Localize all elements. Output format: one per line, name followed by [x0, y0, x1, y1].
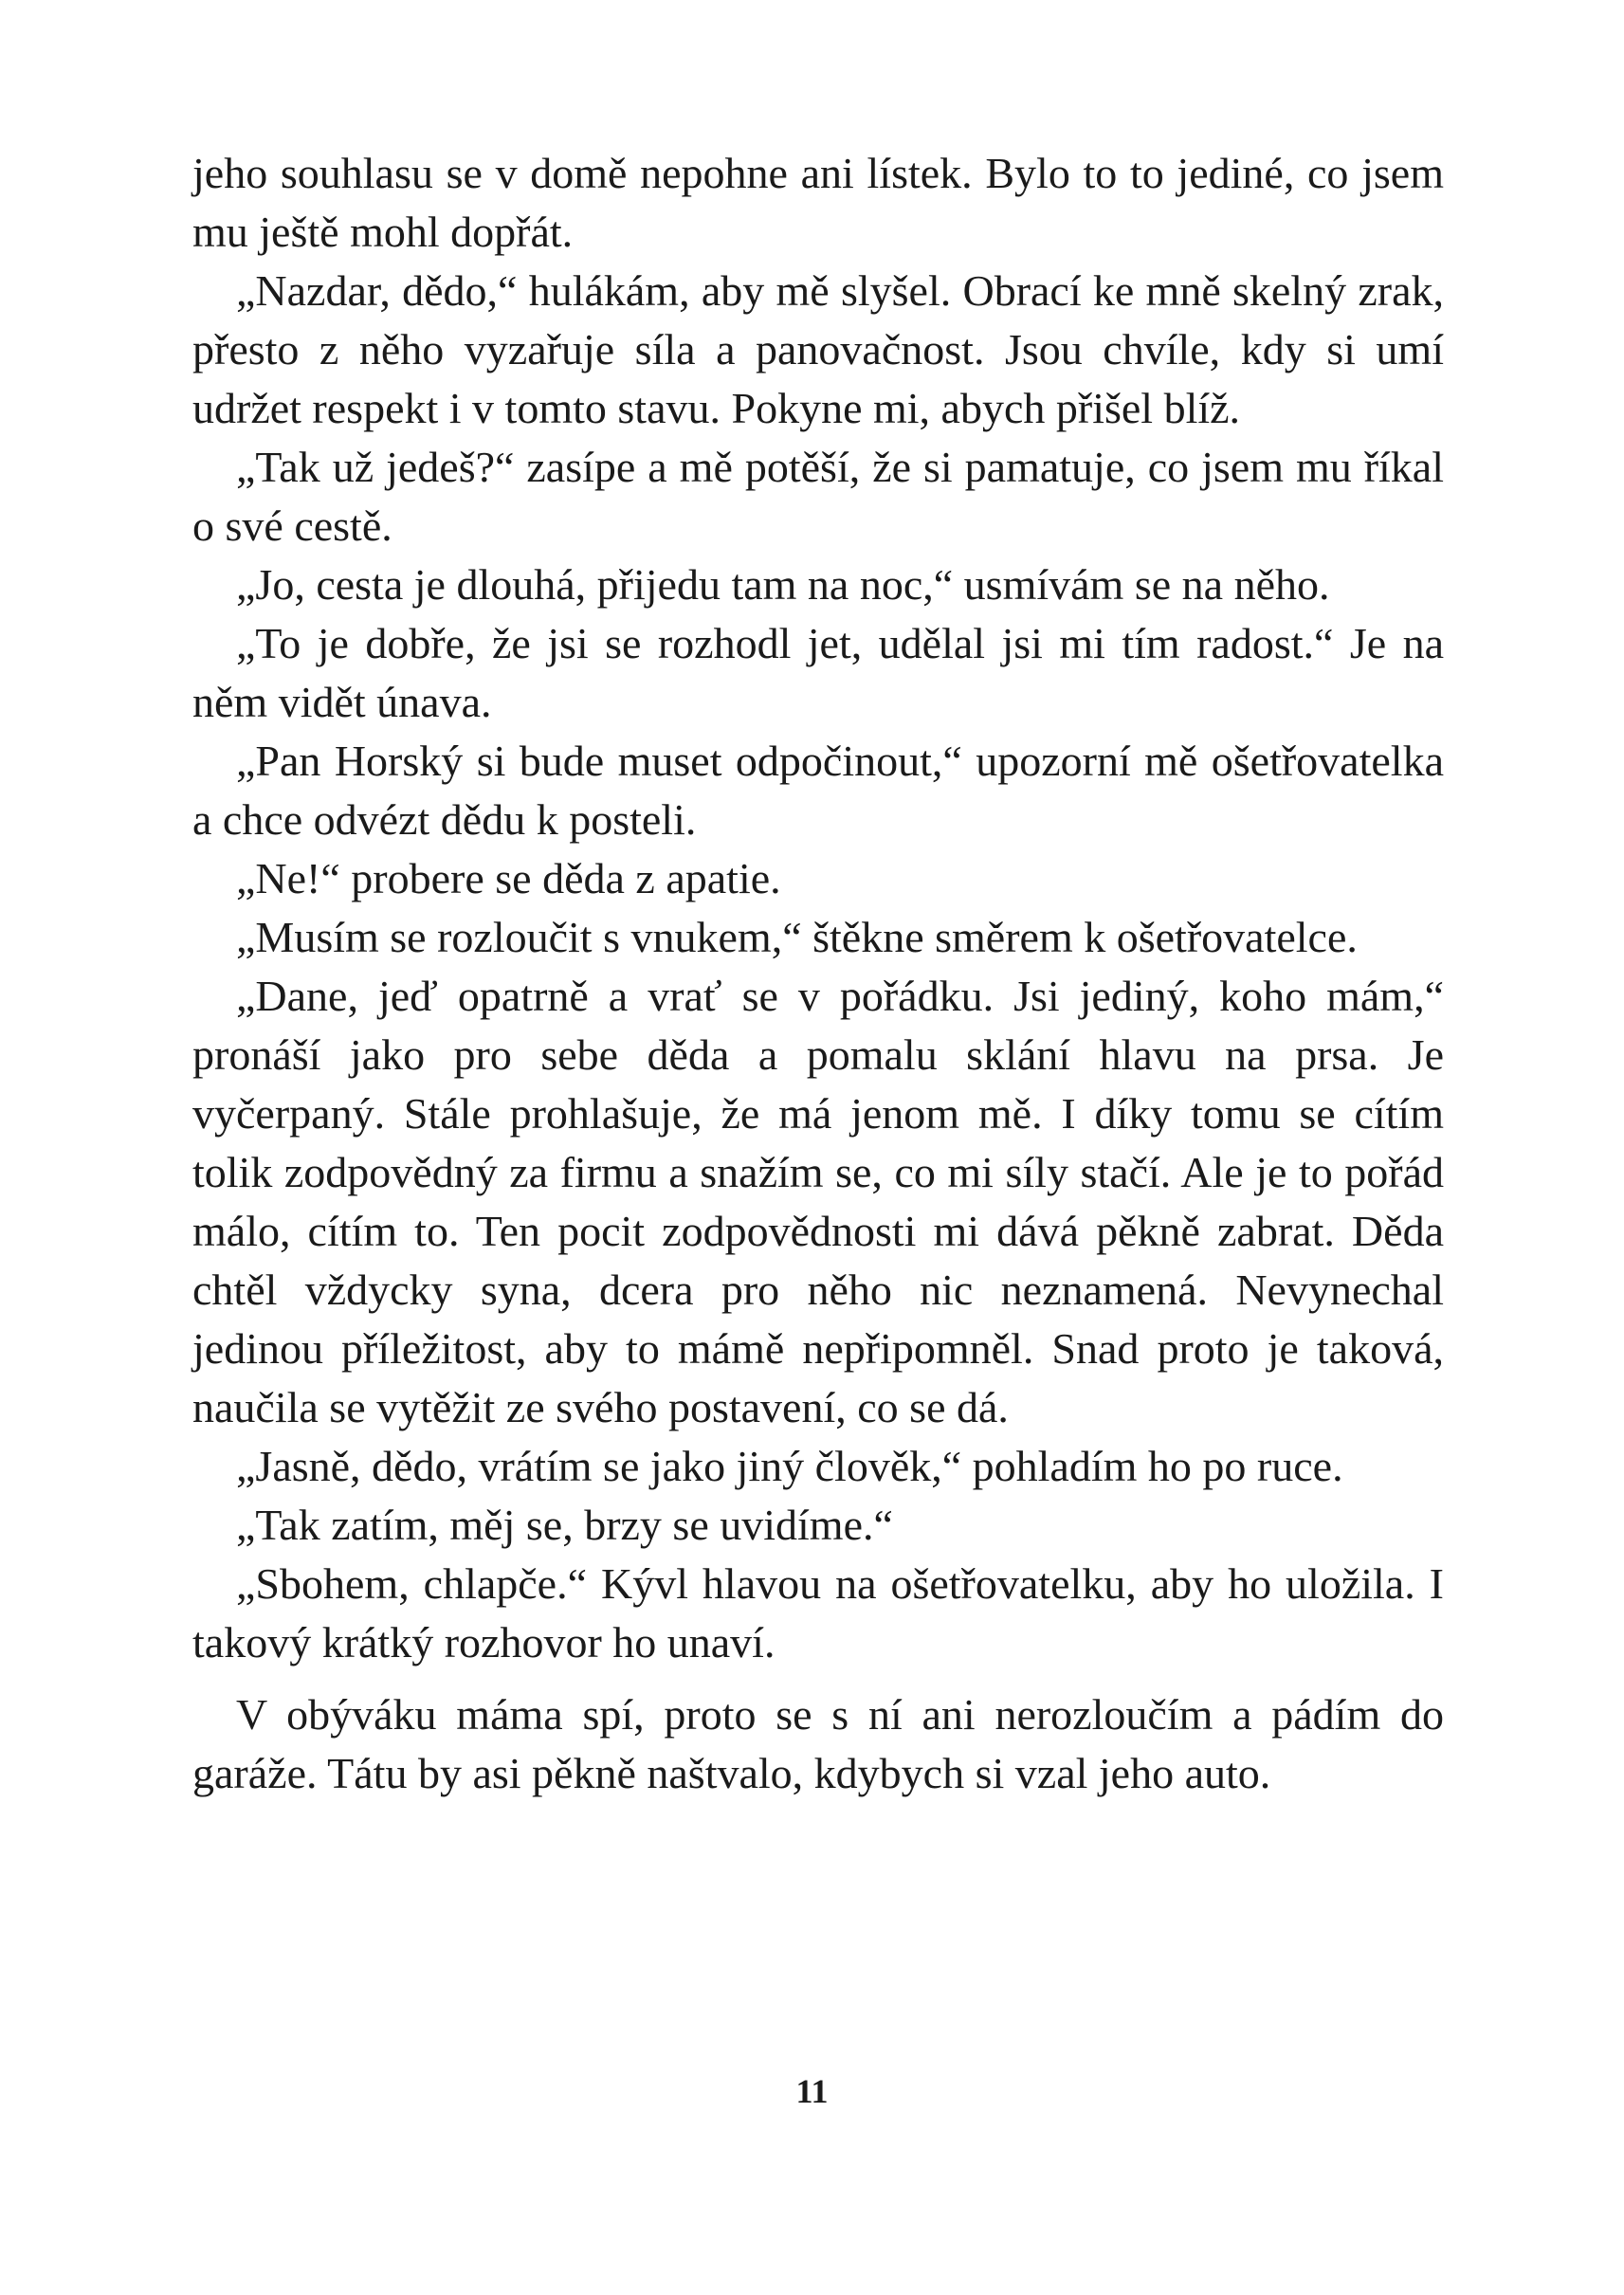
- body-text: [192, 144, 1444, 1803]
- paragraph: „Dane, jeď opatrně a vrať se v pořádku. Jsi jediný, koho mám,“ pronáší jako pro sebe děda a pomalu sklání hlavu na prsa. Je vyčerpaný. Stále prohlašuje, že má jenom mě. I díky tomu se cítím tolik zodpovědný za firmu a snažím se, co mi síly stačí. Ale je to pořád málo, cítím to. Ten pocit zodpovědnosti mi dává pěkně zabrat. Děda chtěl vždycky syna, dcera pro něho nic neznamená. Nevynechal jedinou příležitost, aby to mámě nepřipomněl. Snad proto je taková, naučila se vytěžit ze svého postavení, co se dá.: [192, 972, 1444, 1431]
- paragraph: „Tak už jedeš?“ zasípe a mě potěší, že si pamatuje, co jsem mu říkal o své cestě.: [192, 443, 1444, 550]
- page-number: 11: [795, 2072, 829, 2110]
- paragraph: „Tak zatím, měj se, brzy se uvidíme.“: [236, 1501, 893, 1549]
- paragraph: V obýváku máma spí, proto se s ní ani nerozloučím a pádím do garáže. Tátu by asi pěkně naštvalo, kdybych si vzal jeho auto.: [192, 1690, 1444, 1797]
- paragraph: jeho souhlasu se v domě nepohne ani lístek. Bylo to to jediné, co jsem mu ještě mohl dopřát.: [192, 149, 1444, 256]
- paragraph: „To je dobře, že jsi se rozhodl jet, udělal jsi mi tím radost.“ Je na něm vidět únava.: [192, 619, 1444, 726]
- paragraph: „Sbohem, chlapče.“ Kývl hlavou na ošetřovatelku, aby ho uložila. I takový krátký rozhovor ho unaví.: [192, 1559, 1444, 1667]
- paragraph: „Jasně, dědo, vrátím se jako jiný člověk,“ pohladím ho po ruce.: [236, 1442, 1343, 1490]
- paragraph: „Musím se rozloučit s vnukem,“ štěkne směrem k ošetřovatelce.: [236, 913, 1358, 961]
- paragraph: „Nazdar, dědo,“ hulákám, aby mě slyšel. Obrací ke mně skelný zrak, přesto z něho vyzařuje síla a panovačnost. Jsou chvíle, kdy si umí udržet respekt i v tomto stavu. Pokyne mi, abych přišel blíž.: [192, 266, 1444, 432]
- paragraph: „Ne!“ probere se děda z apatie.: [236, 854, 781, 902]
- paragraph: „Jo, cesta je dlouhá, přijedu tam na noc,“ usmívám se na něho.: [236, 560, 1330, 609]
- paragraph: „Pan Horský si bude muset odpočinout,“ upozorní mě ošetřovatelka a chce odvézt dědu k posteli.: [192, 737, 1444, 844]
